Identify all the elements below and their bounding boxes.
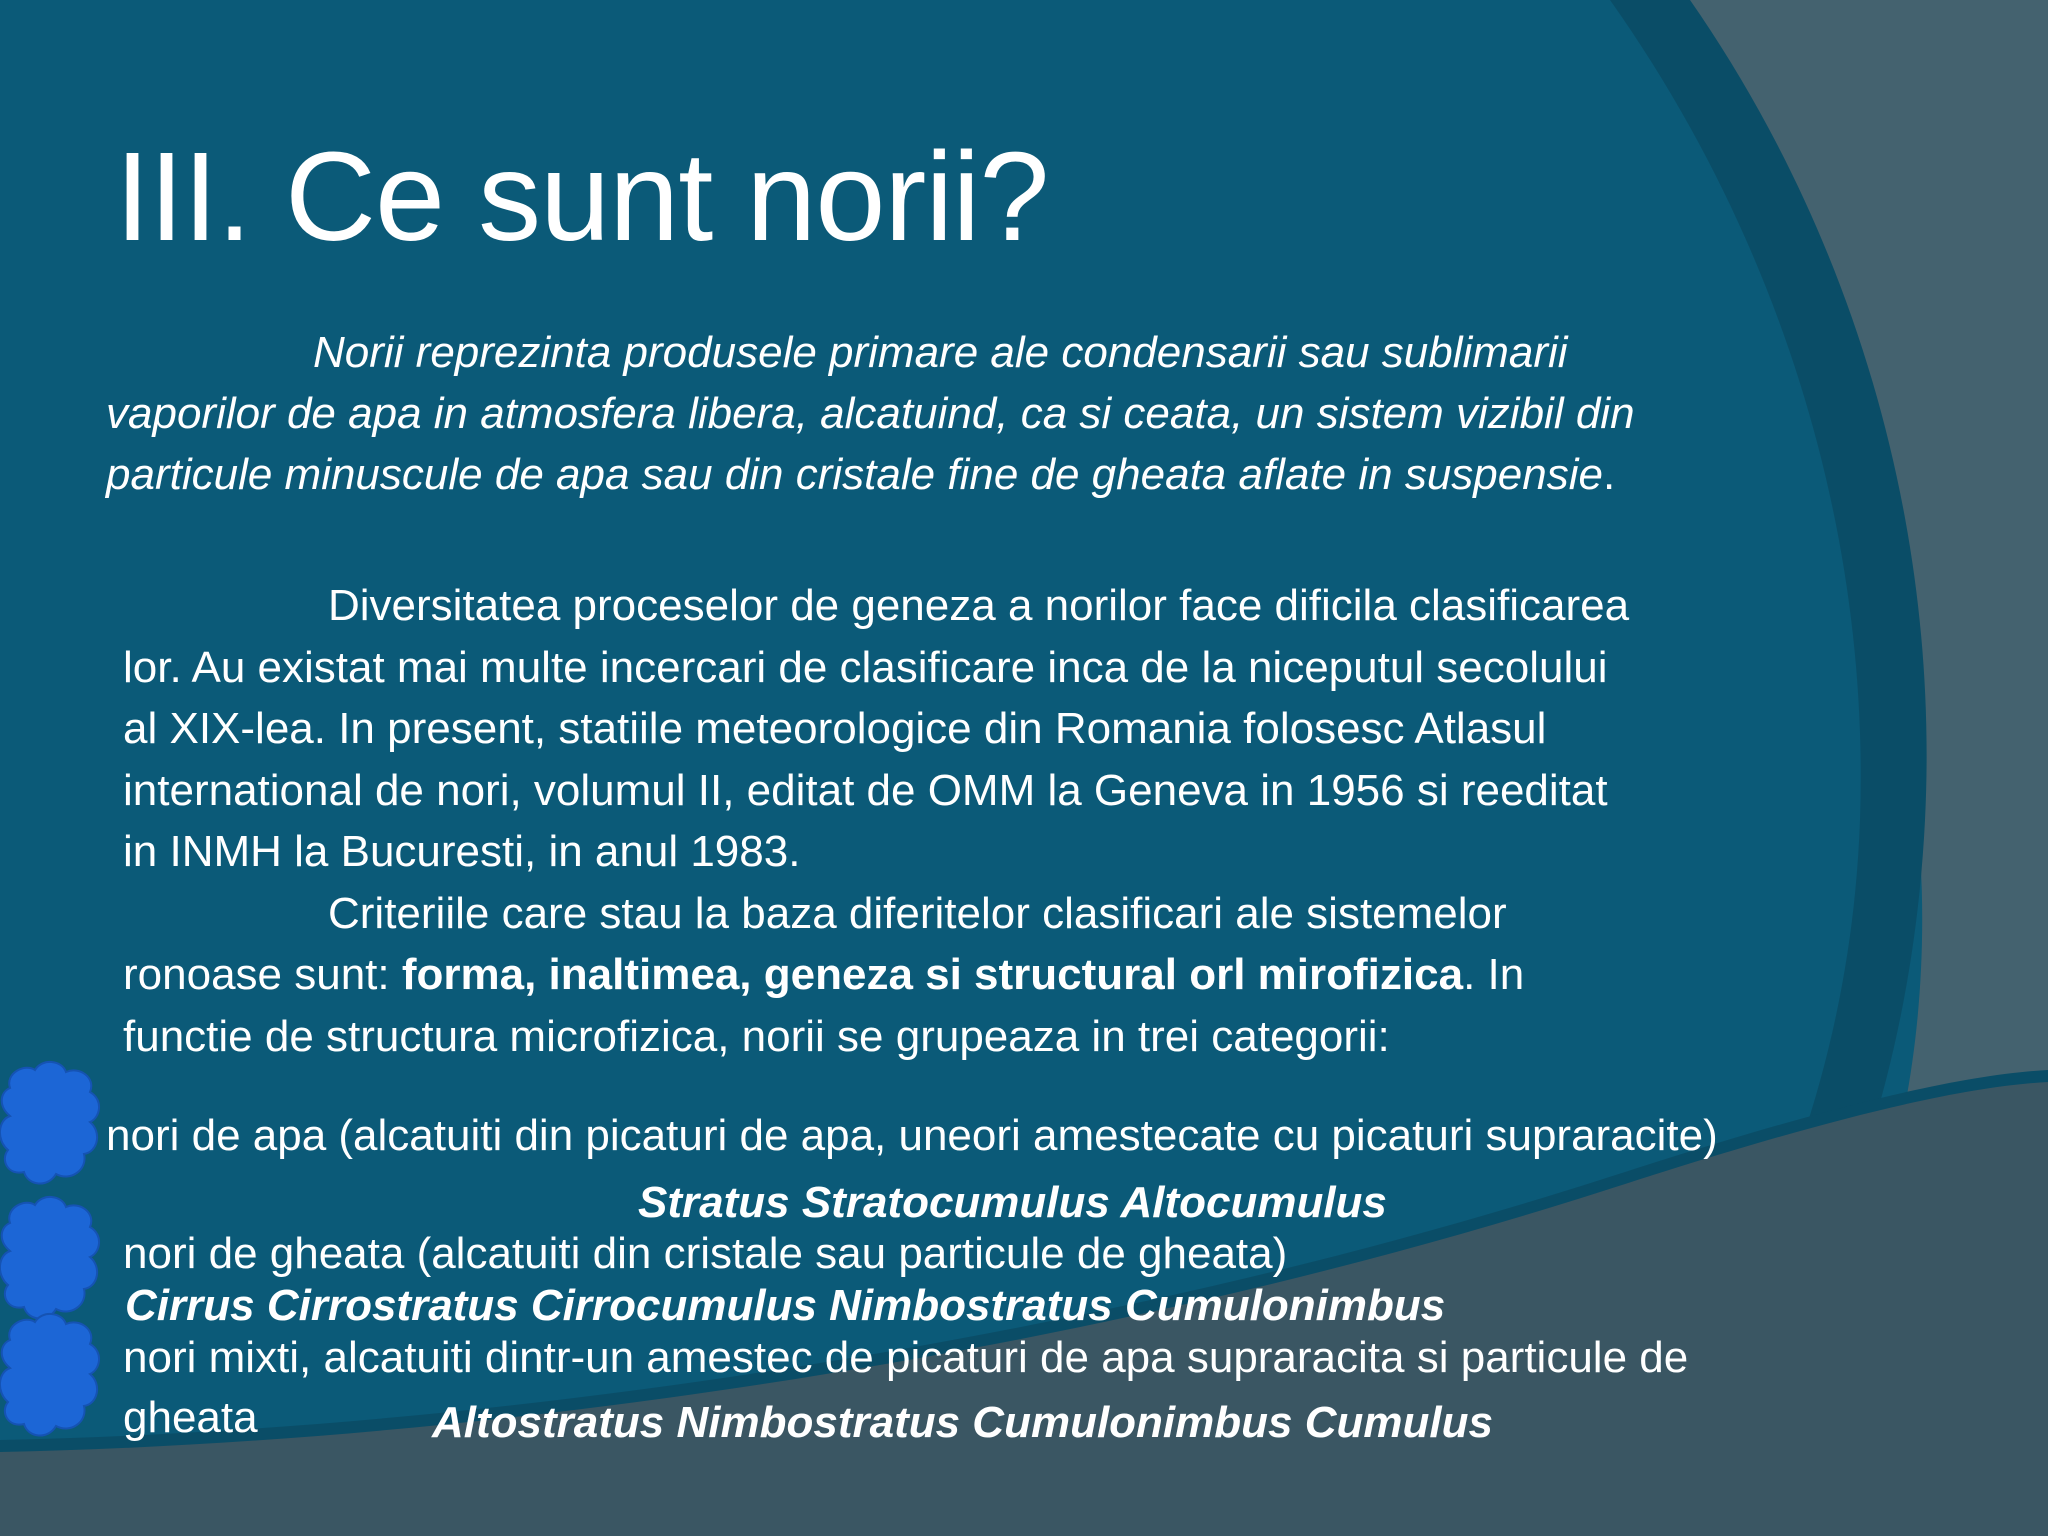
category-mixed-cloud-types: Altostratus Nimbostratus Cumulonimbus Cumulus <box>432 1398 1493 1447</box>
cloud-bullet-icon <box>0 1193 105 1323</box>
category-mixed-clouds-continued: gheata <box>123 1393 258 1442</box>
paragraph-line-text: particule minuscule de apa sau din cristale fine de gheata aflate in suspensie <box>106 450 1603 499</box>
paragraph-line: Norii reprezinta produsele primare ale condensarii sau sublimarii <box>313 328 1568 377</box>
paragraph-line: lor. Au existat mai multe incercari de clasificare inca de la niceputul secolului <box>123 642 1608 692</box>
criteria-bold: forma, inaltimea, geneza si structural orl mirofizica <box>401 950 1464 999</box>
paragraph-line: vaporilor de apa in atmosfera libera, alcatuind, ca si ceata, un sistem vizibil din <box>106 389 1635 438</box>
paragraph-line: international de nori, volumul II, editat de OMM la Geneva in 1956 si reeditat <box>123 765 1608 815</box>
paragraph-line: in INMH la Bucuresti, in anul 1983. <box>123 827 801 876</box>
paragraph-line <box>123 944 2003 1006</box>
category-water-cloud-types: Stratus Stratocumulus Altocumulus <box>638 1178 1387 1227</box>
slide-title: III. Ce sunt norii? <box>115 126 1049 267</box>
classification-paragraph <box>123 575 2003 1067</box>
paragraph-text: . In <box>1463 950 1525 999</box>
paragraph-line <box>106 444 2006 505</box>
cloud-bullet-icon <box>0 1310 105 1440</box>
paragraph-line: Criteriile care stau la baza diferitelor clasificari ale sistemelor <box>328 888 1507 938</box>
category-ice-clouds: nori de gheata (alcatuiti din cristale sau particule de gheata) <box>123 1229 1288 1278</box>
paragraph-text: ronoase sunt: <box>123 950 402 999</box>
clouds-definition-paragraph <box>106 322 2006 505</box>
paragraph-line: functie de structura microfizica, norii se grupeaza in trei categorii: <box>123 1011 1390 1061</box>
category-water-clouds: nori de apa (alcatuiti din picaturi de apa, uneori amestecate cu picaturi supraracite) <box>106 1111 1718 1160</box>
cloud-bullet-icon <box>0 1058 105 1188</box>
paragraph-period: . <box>1602 450 1616 499</box>
paragraph-line: Diversitatea proceselor de geneza a norilor face dificila clasificarea <box>328 581 1630 630</box>
category-mixed-clouds: nori mixti, alcatuiti dintr-un amestec de picaturi de apa supraracita si particule de <box>123 1333 1689 1382</box>
category-ice-cloud-types: Cirrus Cirrostratus Cirrocumulus Nimbostratus Cumulonimbus <box>125 1281 1446 1330</box>
paragraph-line: al XIX-lea. In present, statiile meteorologice din Romania folosesc Atlasul <box>123 704 1547 753</box>
